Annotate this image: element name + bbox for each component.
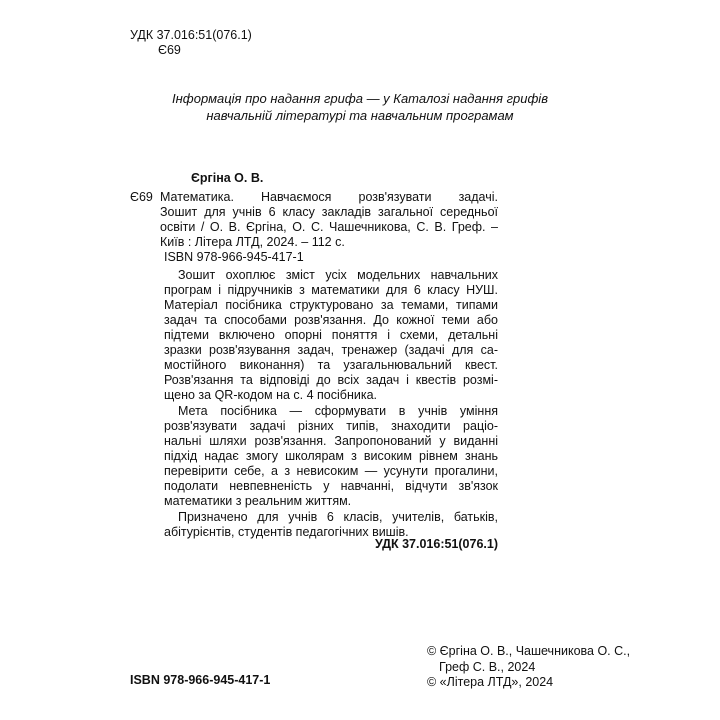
annotation-line: підтеми включено опорні поняття і схеми, детальні <box>164 328 498 342</box>
annotation-line: зразки розв'язування задач, тренажер (задачі для са- <box>164 343 498 357</box>
grif-line: навчальній літературі та навчальним програмам <box>206 108 514 123</box>
udk-footer: УДК 37.016:51(076.1) <box>374 537 498 551</box>
annotation-paragraph <box>164 510 498 540</box>
annotation-line: щено за QR-кодом на с. 4 посібника. <box>164 388 378 402</box>
annotation-line: абітурієнтів, студентів педагогічних вишів. <box>164 525 409 539</box>
catalog-description <box>160 190 498 265</box>
copyright-authors-cont: Греф С. В., 2024 <box>439 659 536 674</box>
annotation-line: програм і підручників з математики для 6 класу НУШ. <box>164 283 498 297</box>
annotation-line: перевірити себе, а з невисоким — усунути прогалини, <box>164 464 498 478</box>
catalog-line: освіти / О. В. Єргіна, О. С. Чашечникова, С. В. Греф. – <box>160 220 498 234</box>
annotation-line: Мета посібника — сформувати в учнів уміння <box>178 404 498 418</box>
annotation-line: нальні шляхи розв'язання. Запропонований у виданні <box>164 434 498 448</box>
catalog-author: Єргіна О. В. <box>191 171 264 185</box>
annotation-line: Призначено для учнів 6 класів, учителів, батьків, <box>178 510 498 524</box>
copyright-block <box>427 644 630 691</box>
catalog-line: Київ : Літера ЛТД, 2024. – 112 с. <box>160 235 345 249</box>
copyright-publisher: © «Літера ЛТД», 2024 <box>427 675 554 689</box>
annotation-line: мостійного виконання) та узагальнювальний квест. <box>164 358 498 372</box>
annotation <box>164 268 498 541</box>
annotation-paragraph <box>164 404 498 509</box>
annotation-line: математики з реальним життям. <box>164 494 352 508</box>
grif-note <box>130 90 590 124</box>
annotation-line: Розв'язання та відповіді до всіх задач і квестів розмі- <box>164 373 498 387</box>
annotation-line: підхід надає змогу школярам з високим рівнем знань <box>164 449 498 463</box>
grif-line: Інформація про надання грифа — у Каталозі надання грифів <box>172 91 548 106</box>
catalog-line: Математика. Навчаємося розв'язувати задачі. <box>160 190 498 204</box>
annotation-line: подолати невпевненість у навчанні, відчути зв'язок <box>164 479 498 493</box>
annotation-line: Зошит охоплює зміст усіх модельних навчальних <box>178 268 498 282</box>
udk-header <box>130 28 252 58</box>
annotation-paragraph <box>164 268 498 403</box>
annotation-line: Матеріал посібника структуровано за темами, типами <box>164 298 498 312</box>
annotation-line: розв'язувати задачі різних типів, знаходити раціо- <box>164 419 498 433</box>
annotation-line: задач та способами розв'язання. До кожної теми або <box>164 313 498 327</box>
catalog-isbn: ISBN 978-966-945-417-1 <box>164 250 304 264</box>
bbk-code: Є69 <box>158 43 181 57</box>
catalog-line: Зошит для учнів 6 класу закладів загальної середньої <box>160 205 498 219</box>
udk-code: УДК 37.016:51(076.1) <box>130 28 252 42</box>
isbn-footer: ISBN 978-966-945-417-1 <box>130 673 271 687</box>
copyright-authors: © Єргіна О. В., Чашечникова О. С., <box>427 644 631 658</box>
catalog-index: Є69 <box>130 190 153 204</box>
